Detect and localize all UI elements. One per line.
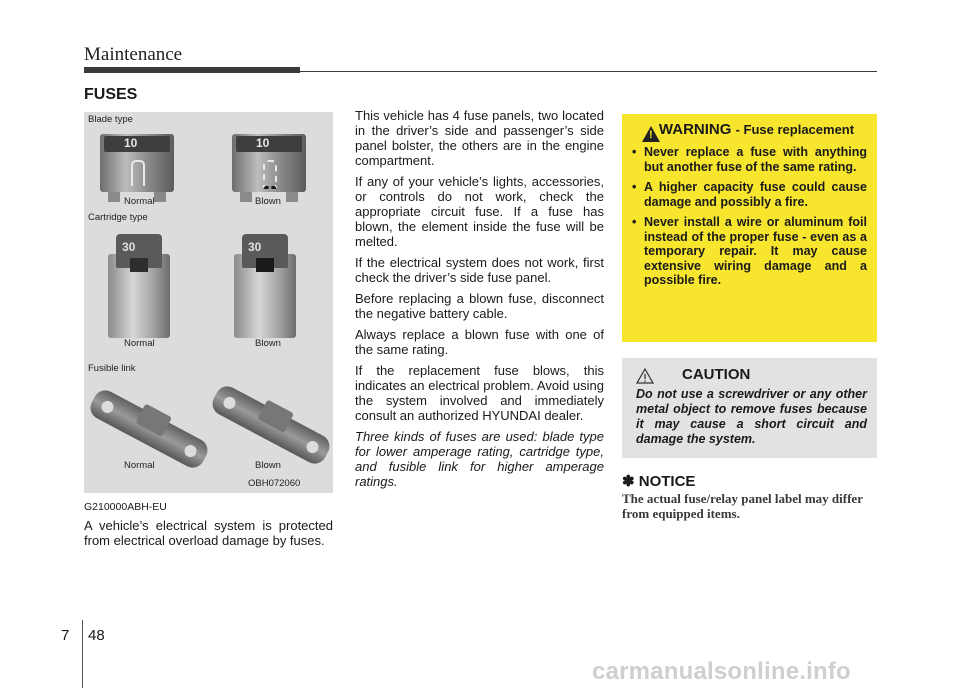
- paragraph: Always replace a blown fuse with one of the same rating.: [355, 327, 604, 357]
- blade-blown-label: Blown: [255, 196, 281, 207]
- warning-item: • Never replace a fuse with anything but another fuse of the same rating.: [630, 145, 867, 174]
- warning-subtitle: - Fuse replacement: [735, 122, 855, 137]
- cartridge-blown-label: Blown: [255, 338, 281, 349]
- warning-list: [630, 145, 867, 288]
- intro-paragraph: A vehicle’s electrical system is protected from electrical overload damage by fuses.: [84, 518, 333, 548]
- fusible-link-label: Fusible link: [88, 363, 136, 374]
- paragraph: If the electrical system does not work, first check the driver’s side fuse panel.: [355, 255, 604, 285]
- paragraph: If any of your vehicle’s lights, accessories, or controls do not work, check the appropriate circuit fuse. If a fuse has blown, the element inside the fuse will be melted.: [355, 174, 604, 249]
- section-heading: FUSES: [84, 86, 138, 103]
- blade-rating: 10: [256, 136, 270, 150]
- fusible-link-blown-image: [208, 382, 333, 468]
- warning-title: [630, 122, 867, 138]
- blade-normal-label: Normal: [124, 196, 155, 207]
- figure-code: OBH072060: [248, 478, 301, 489]
- caution-icon: [636, 368, 654, 384]
- paragraph: Before replacing a blown fuse, disconnect the negative battery cable.: [355, 291, 604, 321]
- chapter-number: 7: [61, 627, 70, 644]
- warning-item: • Never install a wire or aluminum foil instead of the proper fuse - even as a temporary repair. It may cause extensive wiring damage and a possible fire.: [630, 215, 867, 288]
- watermark: carmanualsonline.info: [592, 658, 851, 685]
- fuse-types-note: Three kinds of fuses are used: blade type for lower amperage rating, cartridge type, and fusible link for higher amperage ratings.: [355, 429, 604, 489]
- cartridge-rating: 30: [248, 240, 262, 254]
- caution-box: [622, 358, 877, 458]
- fuse-illustration: [84, 112, 333, 493]
- cartridge-normal-label: Normal: [124, 338, 155, 349]
- footer-divider: [82, 620, 83, 688]
- body-text-column: [355, 108, 604, 495]
- warning-box: [622, 114, 877, 342]
- header-bar: [84, 67, 300, 73]
- reference-code: G210000ABH-EU: [84, 501, 167, 513]
- caution-title: CAUTION: [682, 366, 751, 383]
- chapter-title: Maintenance: [84, 44, 183, 65]
- paragraph: If the replacement fuse blows, this indicates an electrical problem. Avoid using the system involved and immediately consult an authorized HYUNDAI dealer.: [355, 363, 604, 423]
- fusible-link-normal-image: [86, 386, 211, 472]
- blade-rating: 10: [124, 136, 138, 150]
- caution-text: Do not use a screwdriver or any other metal object to remove fuses because it may cause a short circuit and damage the system.: [636, 387, 867, 446]
- notice-text: The actual fuse/relay panel label may differ from equipped items.: [622, 491, 863, 521]
- notice-title: ✽ NOTICE: [622, 473, 696, 490]
- paragraph: This vehicle has 4 fuse panels, two located in the driver’s side and passenger’s side panel bolster, the others are in the engine compartment.: [355, 108, 604, 168]
- fusible-blown-label: Blown: [255, 460, 281, 471]
- fusible-normal-label: Normal: [124, 460, 155, 471]
- blade-type-label: Blade type: [88, 114, 133, 125]
- warning-icon: [642, 126, 660, 142]
- page-number: 48: [88, 627, 105, 644]
- header-divider: [300, 71, 877, 72]
- cartridge-rating: 30: [122, 240, 136, 254]
- cartridge-type-label: Cartridge type: [88, 212, 148, 223]
- warning-label: WARNING: [658, 121, 732, 138]
- warning-item: • A higher capacity fuse could cause damage and possibly a fire.: [630, 180, 867, 209]
